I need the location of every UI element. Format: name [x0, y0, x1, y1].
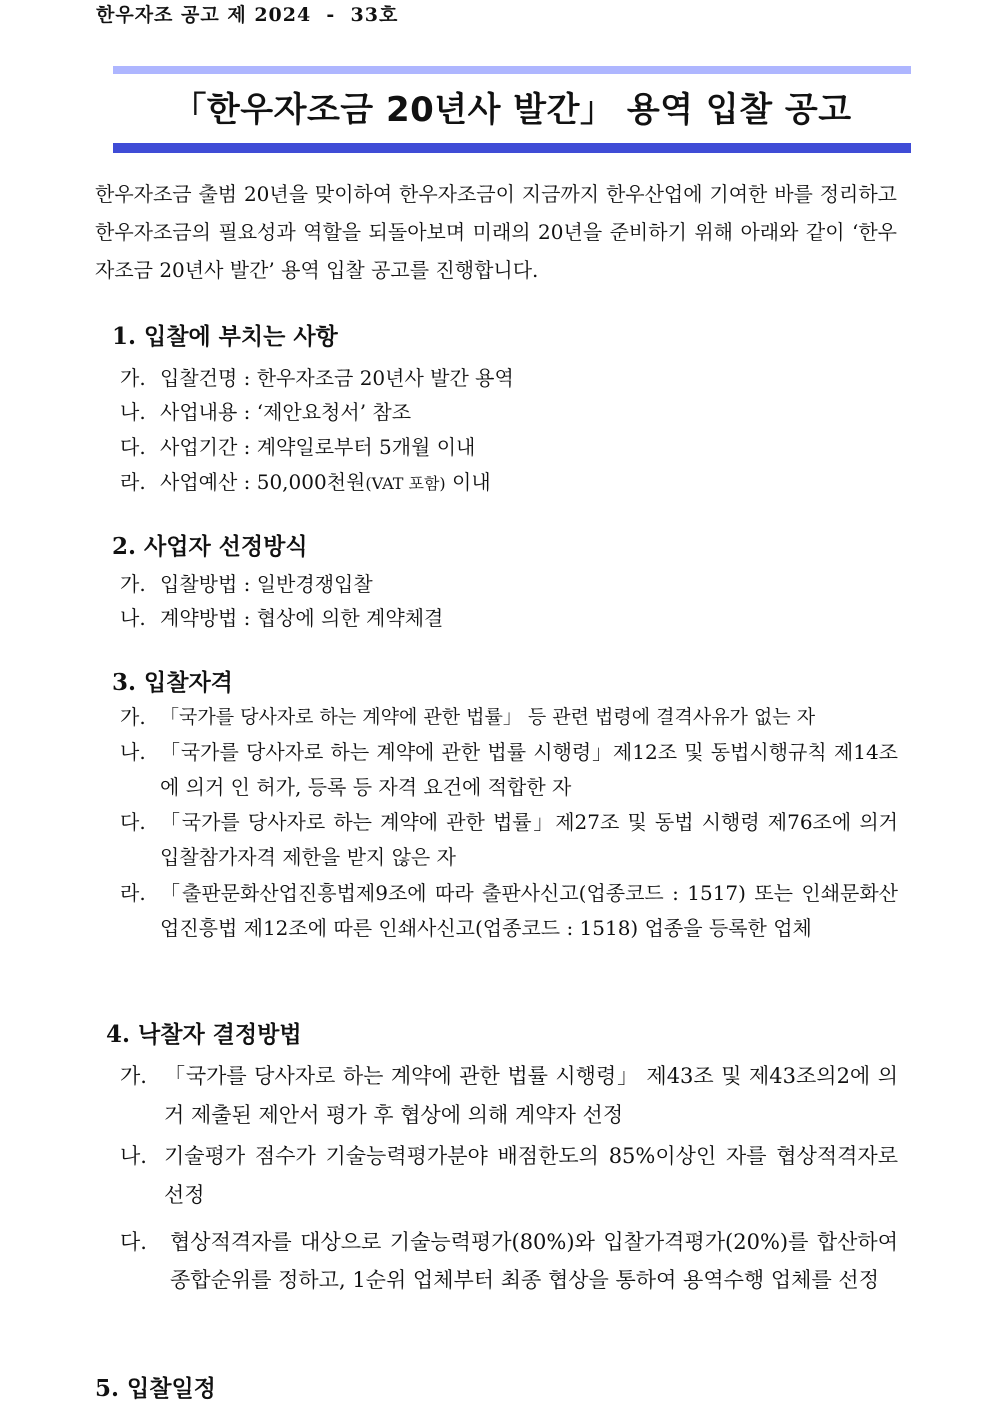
list-item	[120, 431, 475, 460]
item-marker: 가.	[120, 366, 146, 390]
item-text: 사업기간 : 계약일로부터 5개월 이내	[160, 435, 476, 459]
item-marker: 나.	[120, 1144, 147, 1168]
list-item	[120, 1057, 898, 1135]
list-item	[120, 362, 514, 391]
item-text: 입찰방법 : 일반경쟁입찰	[160, 572, 373, 596]
item-text: 기술평가 점수가 기술능력평가분야 배점한도의 85%이상인 자를 협상적격자로 선정	[164, 1144, 898, 1207]
item-marker: 다.	[120, 435, 146, 459]
list-item	[120, 602, 443, 631]
list-item	[120, 568, 373, 597]
item-marker: 가.	[120, 572, 146, 596]
item-marker: 가.	[120, 1064, 147, 1088]
item-text: 「국가를 당사자로 하는 계약에 관한 법률 시행령」 제43조 및 제43조의2에 의거 제출된 제안서 평가 후 협상에 의해 계약자 선정	[164, 1064, 898, 1127]
list-item	[120, 805, 898, 875]
list-item	[120, 700, 900, 735]
section-heading-5: 5. 입찰일정	[95, 1375, 216, 1402]
item-text-suffix: 이내	[445, 470, 491, 494]
list-item	[120, 1223, 898, 1299]
section-heading-2: 2. 사업자 선정방식	[112, 533, 308, 560]
item-marker: 다.	[120, 810, 146, 834]
list-item	[120, 396, 411, 425]
page-title: 「한우자조금 20년사 발간」 용역 입찰 공고	[172, 90, 852, 130]
title-top-rule	[113, 66, 911, 74]
item-text: 사업예산 : 50,000천원	[160, 470, 366, 494]
list-item	[120, 1137, 898, 1215]
intro-paragraph: 한우자조금 출범 20년을 맞이하여 한우자조금이 지금까지 한우산업에 기여한 바를 정리하고 한우자조금의 필요성과 역할을 되돌아보며 미래의 20년을 준비하기 위해 아래와 같이 ‘한우자조금 20년사 발간’ 용역 입찰 공고를 진행합니다.	[95, 182, 897, 282]
section-heading-1: 1. 입찰에 부치는 사항	[112, 323, 338, 350]
item-text: 「국가를 당사자로 하는 계약에 관한 법률」 등 관련 법령에 결격사유가 없는 자	[160, 706, 816, 728]
item-text: 입찰건명 : 한우자조금 20년사 발간 용역	[160, 366, 514, 390]
item-text: 「국가를 당사자로 하는 계약에 관한 법률」제27조 및 동법 시행령 제76조에 의거 입찰참가자격 제한을 받지 않은 자	[160, 810, 898, 869]
document-number: 한우자조 공고 제 2024 - 33호	[96, 4, 399, 26]
item-marker: 라.	[120, 881, 146, 905]
item-text: 협상적격자를 대상으로 기술능력평가(80%)와 입찰가격평가(20%)를 합산하여 종합순위를 정하고, 1순위 업체부터 최종 협상을 통하여 용역수행 업체를 선정	[170, 1230, 898, 1292]
item-marker: 나.	[120, 400, 146, 424]
item-marker: 나.	[120, 606, 146, 630]
item-marker: 다.	[120, 1230, 147, 1254]
item-marker: 나.	[120, 740, 146, 764]
section-heading-4: 4. 낙찰자 결정방법	[106, 1021, 302, 1048]
item-text: 「국가를 당사자로 하는 계약에 관한 법률 시행령」제12조 및 동법시행규칙 제14조에 의거 인 허가, 등록 등 자격 요건에 적합한 자	[160, 740, 898, 799]
item-text: 사업내용 : ‘제안요청서’ 참조	[160, 400, 412, 424]
list-item	[120, 466, 491, 495]
list-item	[120, 876, 898, 946]
item-marker: 가.	[120, 705, 146, 729]
item-text: 계약방법 : 협상에 의한 계약체결	[160, 606, 444, 630]
vat-note: (VAT 포함)	[365, 474, 446, 493]
item-text: 「출판문화산업진흥법제9조에 따라 출판사신고(업종코드 : 1517) 또는 인쇄문화산업진흥법 제12조에 따른 인쇄사신고(업종코드 : 1518) 업종을 등록한 업체	[160, 881, 898, 940]
title-bottom-rule	[113, 143, 911, 153]
item-marker: 라.	[120, 470, 146, 494]
section-heading-3: 3. 입찰자격	[112, 669, 233, 696]
list-item	[120, 735, 898, 805]
